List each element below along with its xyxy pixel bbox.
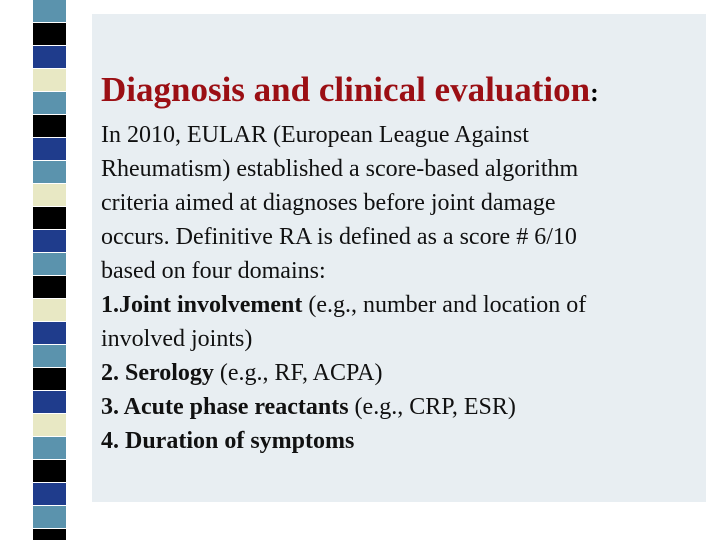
stripe-segment (33, 391, 66, 413)
domain-detail: (e.g., number and location of (302, 292, 587, 318)
stripe-segment (33, 322, 66, 344)
title-colon: : (590, 78, 599, 107)
stripe-segment (33, 138, 66, 160)
domain-title: 2. Serology (101, 360, 214, 386)
stripe-segment (33, 184, 66, 206)
intro-line: based on four domains: (101, 258, 326, 284)
intro-line: Rheumatism) established a score-based algorithm (101, 156, 579, 182)
domain-title: 1.Joint involvement (101, 292, 303, 318)
domain-title: 4. Duration of symptoms (101, 428, 355, 454)
domain-item-1-cont: involved joints) (101, 326, 253, 352)
stripe-segment (33, 161, 66, 183)
domain-item-4 (101, 424, 701, 458)
intro-line: occurs. Definitive RA is defined as a score # 6/10 (101, 224, 577, 250)
domain-detail: (e.g., CRP, ESR) (348, 394, 516, 420)
stripe-segment (33, 276, 66, 298)
stripe-segment (33, 46, 66, 68)
stripe-segment (33, 299, 66, 321)
stripe-segment (33, 207, 66, 229)
intro-line: criteria aimed at diagnoses before joint damage (101, 190, 556, 216)
intro-line: In 2010, EULAR (European League Against (101, 122, 529, 148)
stripe-segment (33, 414, 66, 436)
domain-item-2 (101, 356, 701, 390)
stripe-segment (33, 483, 66, 505)
domain-detail: (e.g., RF, ACPA) (213, 360, 383, 386)
stripe-segment (33, 506, 66, 528)
stripe-segment (33, 92, 66, 114)
title-text: Diagnosis and clinical evaluation (101, 70, 591, 109)
stripe-segment (33, 115, 66, 137)
stripe-segment (33, 253, 66, 275)
stripe-segment (33, 230, 66, 252)
decorative-stripe-bar (33, 0, 66, 540)
stripe-segment (33, 0, 66, 22)
stripe-segment (33, 529, 66, 540)
domain-title: 3. Acute phase reactants (101, 394, 349, 420)
stripe-segment (33, 345, 66, 367)
slide-body (101, 118, 701, 458)
domain-item-1 (101, 288, 701, 322)
stripe-segment (33, 460, 66, 482)
domain-item-3 (101, 390, 701, 424)
stripe-segment (33, 437, 66, 459)
slide-title (101, 70, 599, 113)
stripe-segment (33, 69, 66, 91)
stripe-segment (33, 368, 66, 390)
stripe-segment (33, 23, 66, 45)
